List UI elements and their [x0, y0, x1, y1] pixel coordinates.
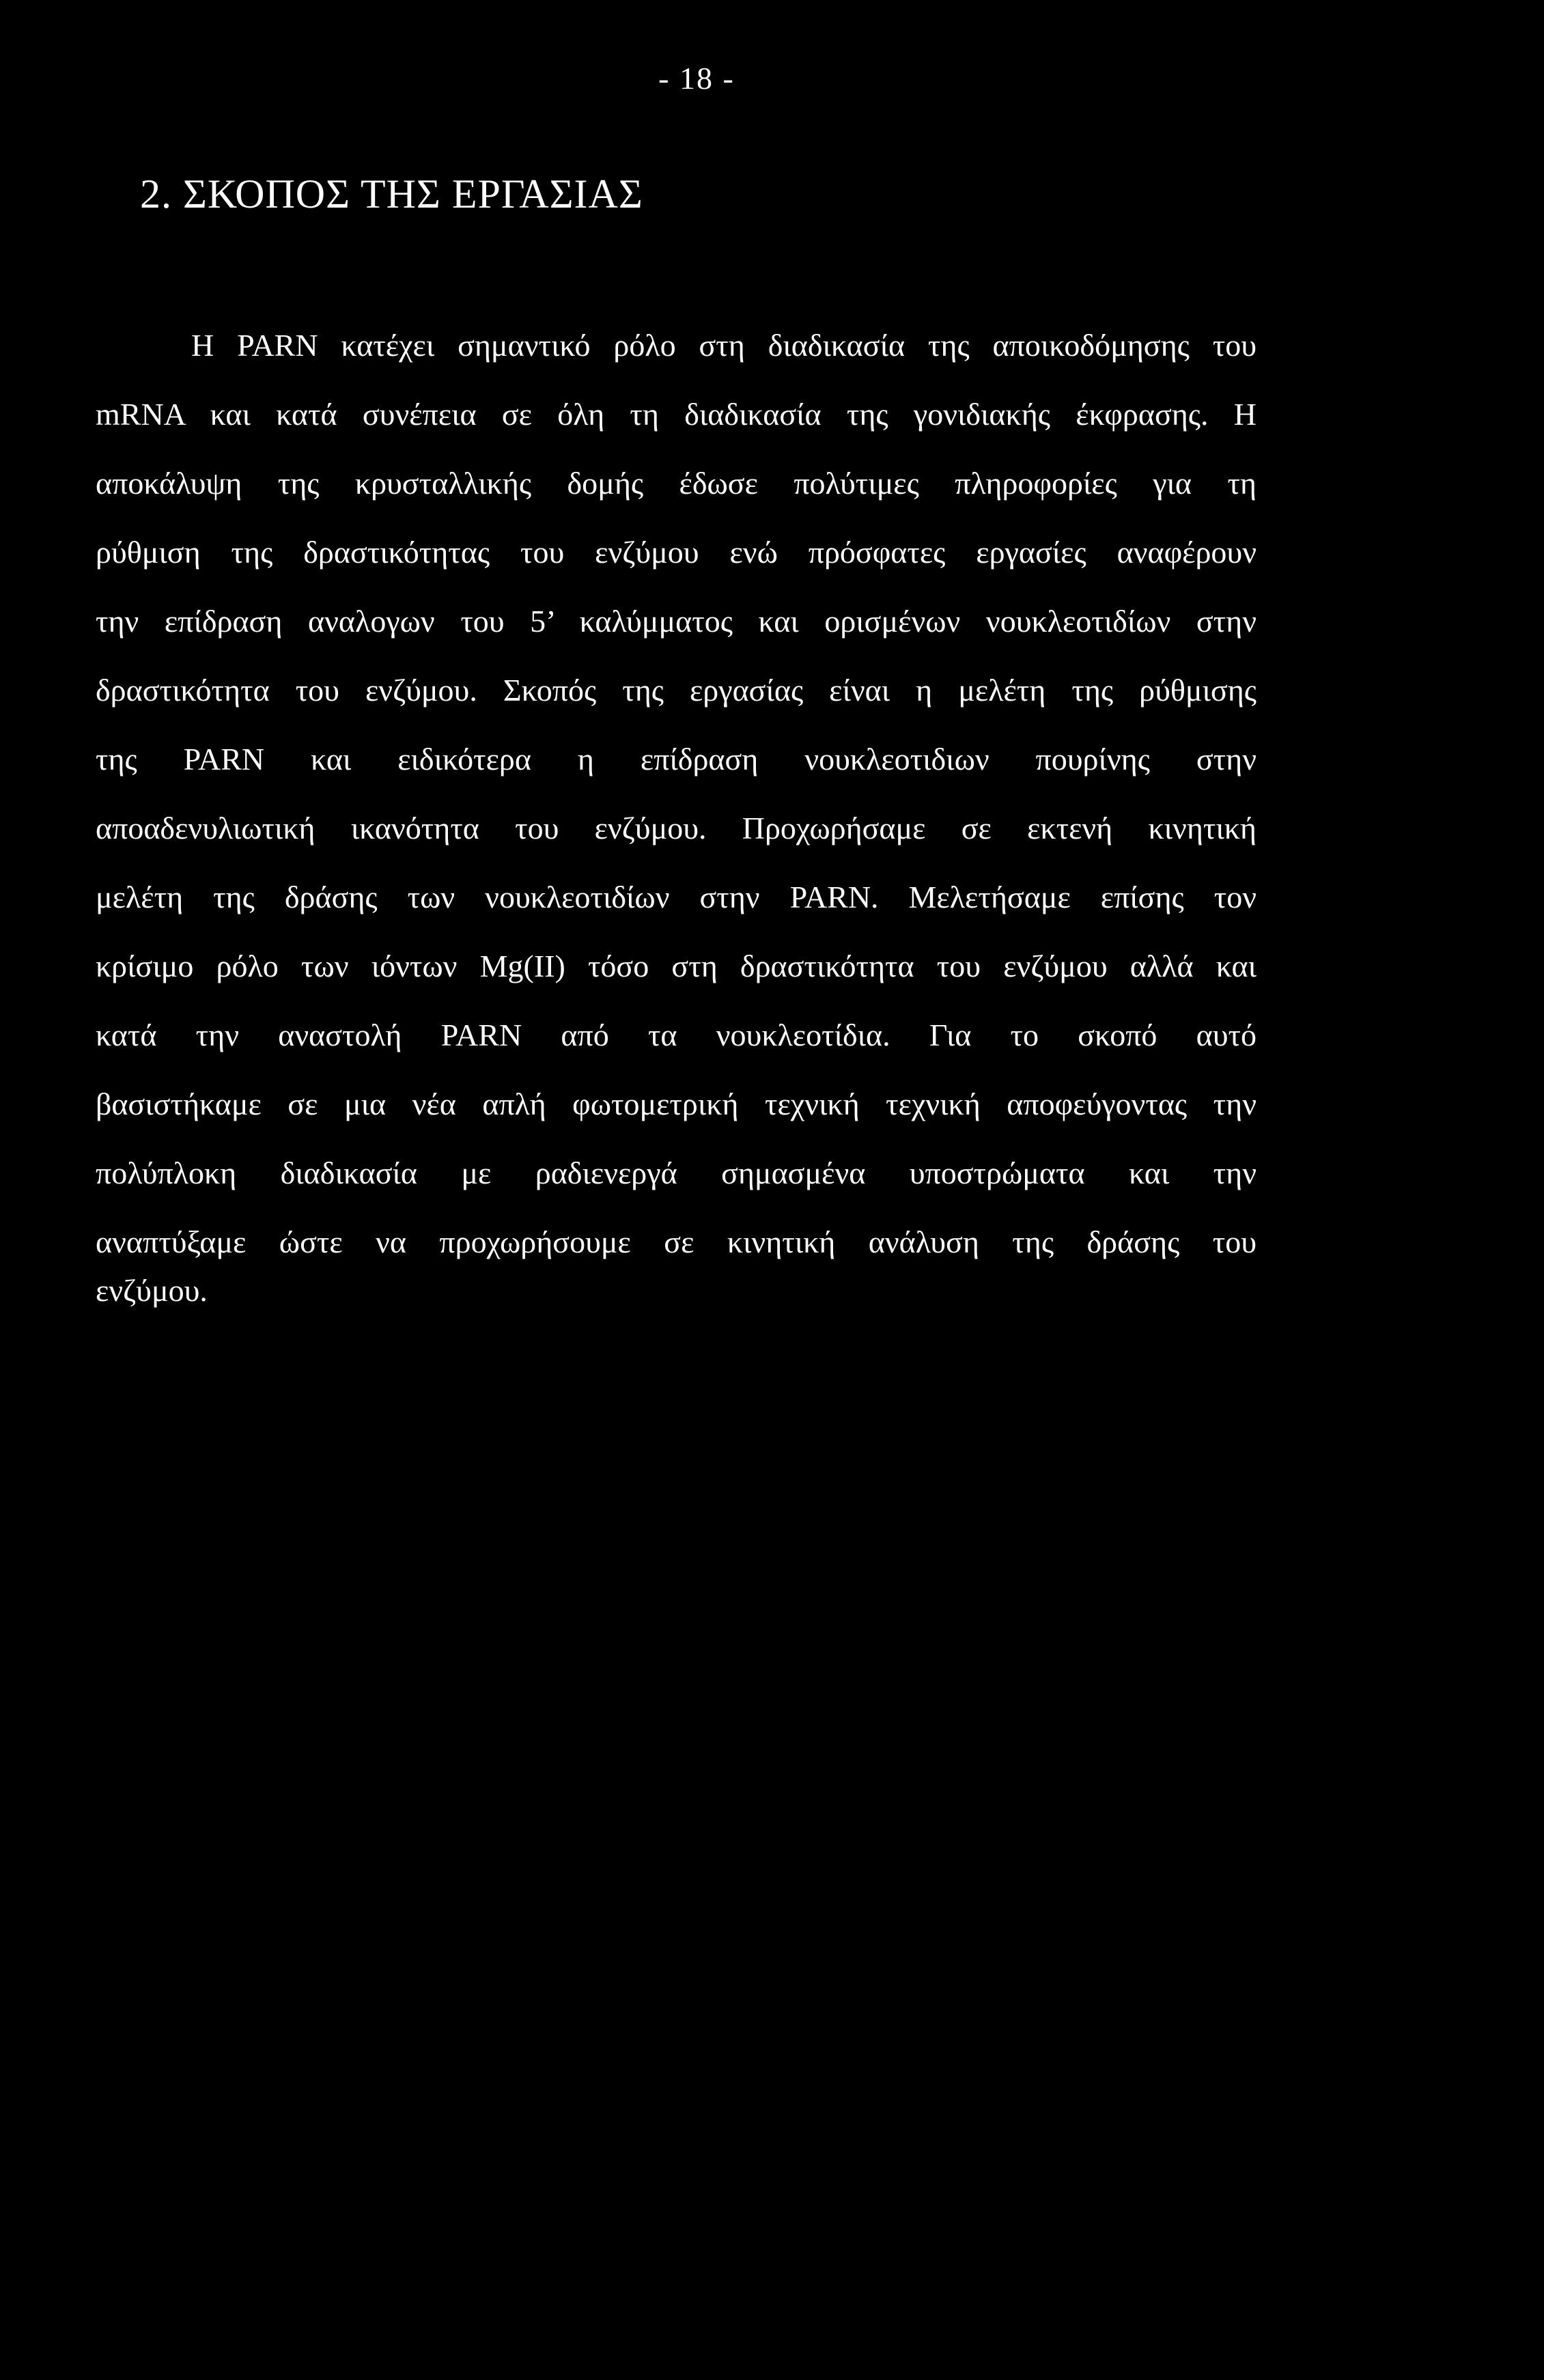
paragraph-line: βασιστήκαμε σε μια νέα απλή φωτομετρική τεχνική τεχνική αποφεύγοντας την — [96, 1087, 1257, 1121]
paragraph-line: Η PARN κατέχει σημαντικό ρόλο στη διαδικασία της αποικοδόμησης του — [191, 328, 1257, 363]
page-number: - 18 - — [658, 61, 735, 96]
paragraph-line: ρύθμιση της δραστικότητας του ενζύμου ενώ πρόσφατες εργασίες αναφέρουν — [96, 535, 1257, 570]
section-heading: 2. ΣΚΟΠΟΣ ΤΗΣ ΕΡΓΑΣΙΑΣ — [140, 171, 643, 216]
paragraph-line: αναπτύξαμε ώστε να προχωρήσουμε σε κινητική ανάλυση της δράσης του — [96, 1224, 1257, 1259]
paragraph-line: ενζύμου. — [96, 1273, 208, 1308]
paragraph-line: κατά την αναστολή PARN από τα νουκλεοτίδια. Για το σκοπό αυτό — [96, 1018, 1257, 1052]
paragraph-line: αποαδενυλιωτική ικανότητα του ενζύμου. Προχωρήσαμε σε εκτενή κινητική — [96, 811, 1257, 845]
paragraph-line: αποκάλυψη της κρυσταλλικής δομής έδωσε πολύτιμες πληροφορίες για τη — [96, 466, 1257, 501]
paragraph-line: mRNA και κατά συνέπεια σε όλη τη διαδικασία της γονιδιακής έκφρασης. Η — [96, 397, 1257, 432]
paragraph-line: μελέτη της δράσης των νουκλεοτιδίων στην PARN. Μελετήσαμε επίσης τον — [96, 880, 1257, 914]
paragraph-line: την επίδραση αναλογων του 5’ καλύμματος και ορισμένων νουκλεοτιδίων στην — [96, 604, 1257, 639]
paragraph-line: δραστικότητα του ενζύμου. Σκοπός της εργασίας είναι η μελέτη της ρύθμισης — [96, 673, 1257, 708]
paragraph-line: κρίσιμο ρόλο των ιόντων Mg(II) τόσο στη δραστικότητα του ενζύμου αλλά και — [96, 949, 1257, 983]
paragraph-line: πολύπλοκη διαδικασία με ραδιενεργά σημασμένα υποστρώματα και την — [96, 1156, 1257, 1190]
paragraph-line: της PARN και ειδικότερα η επίδραση νουκλεοτιδιων πουρίνης στην — [96, 742, 1257, 776]
